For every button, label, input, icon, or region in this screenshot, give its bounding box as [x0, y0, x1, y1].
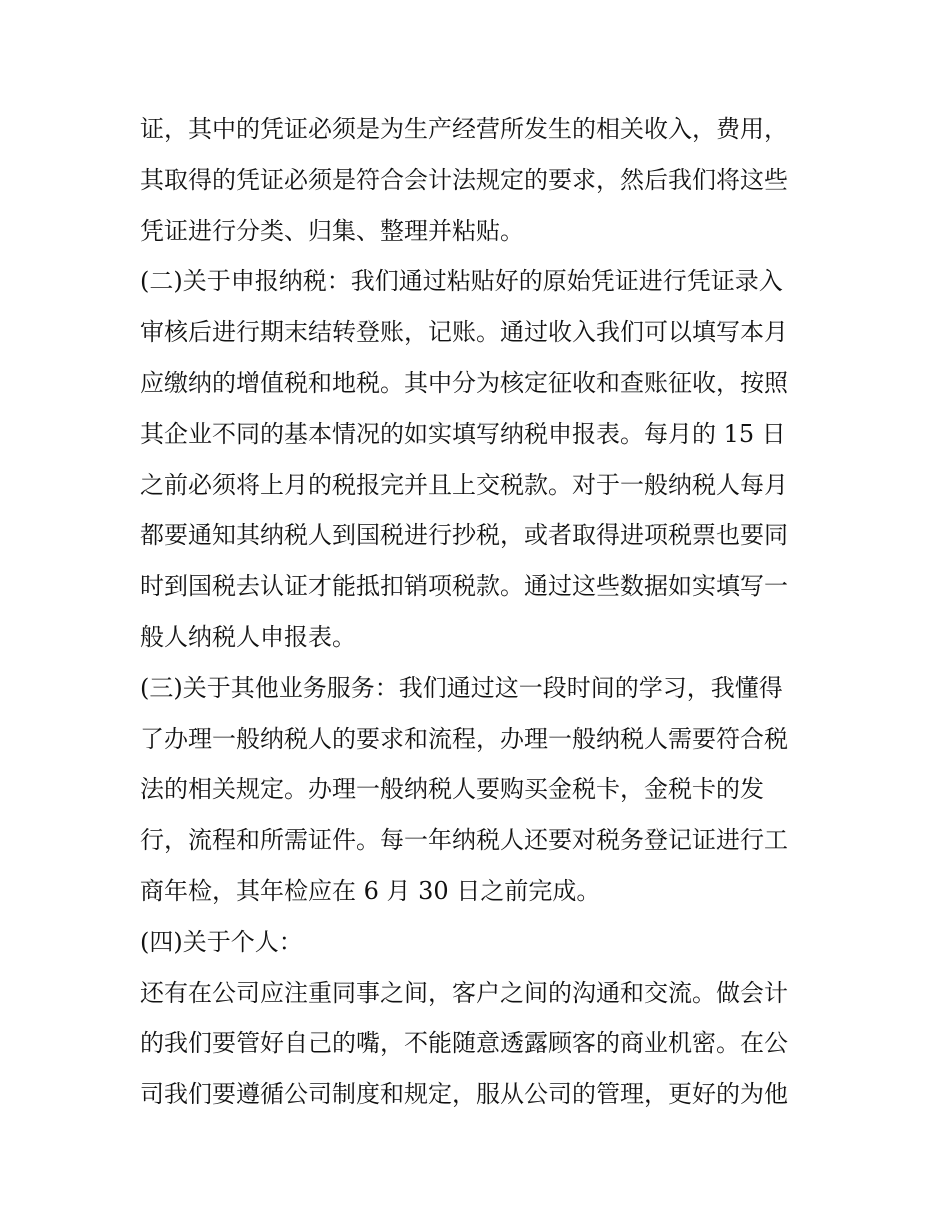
text-line-19: 的我们要管好自己的嘴，不能随意透露顾客的商业机密。在公: [140, 1029, 788, 1058]
text-line-12: (三)关于其他业务服务：我们通过这一段时间的学习，我懂得: [140, 673, 783, 702]
text-line-16: 商年检，其年检应在 6 月 30 日之前完成。: [140, 876, 601, 905]
text-line-8: 之前必须将上月的税报完并且上交税款。对于一般纳税人每月: [140, 470, 788, 499]
text-line-5: 审核后进行期末结转登账，记账。通过收入我们可以填写本月: [140, 318, 788, 347]
text-line-2: 其取得的凭证必须是符合会计法规定的要求，然后我们将这些: [140, 165, 788, 194]
text-line-3: 凭证进行分类、归集、整理并粘贴。: [140, 216, 524, 245]
text-line-4: (二)关于申报纳税：我们通过粘贴好的原始凭证进行凭证录入: [140, 267, 783, 296]
text-line-14: 法的相关规定。办理一般纳税人要购买金税卡，金税卡的发: [140, 775, 764, 804]
text-line-9: 都要通知其纳税人到国税进行抄税，或者取得进项税票也要同: [140, 521, 788, 550]
text-line-11: 般人纳税人申报表。: [140, 622, 356, 651]
text-line-15: 行，流程和所需证件。每一年纳税人还要对税务登记证进行工: [140, 826, 788, 855]
body-text: [140, 104, 820, 1120]
text-line-17: (四)关于个人：: [140, 927, 303, 956]
text-line-7: 其企业不同的基本情况的如实填写纳税申报表。每月的 15 日: [140, 419, 786, 448]
text-line-13: 了办理一般纳税人的要求和流程，办理一般纳税人需要符合税: [140, 724, 788, 753]
text-line-1: 证，其中的凭证必须是为生产经营所发生的相关收入，费用，: [140, 115, 788, 143]
text-line-20: 司我们要遵循公司制度和规定，服从公司的管理，更好的为他: [140, 1080, 788, 1109]
text-line-10: 时到国税去认证才能抵扣销项税款。通过这些数据如实填写一: [140, 572, 788, 601]
text-line-6: 应缴纳的增值税和地税。其中分为核定征收和查账征收，按照: [140, 368, 788, 397]
text-line-18: 还有在公司应注重同事之间，客户之间的沟通和交流。做会计: [140, 978, 788, 1007]
